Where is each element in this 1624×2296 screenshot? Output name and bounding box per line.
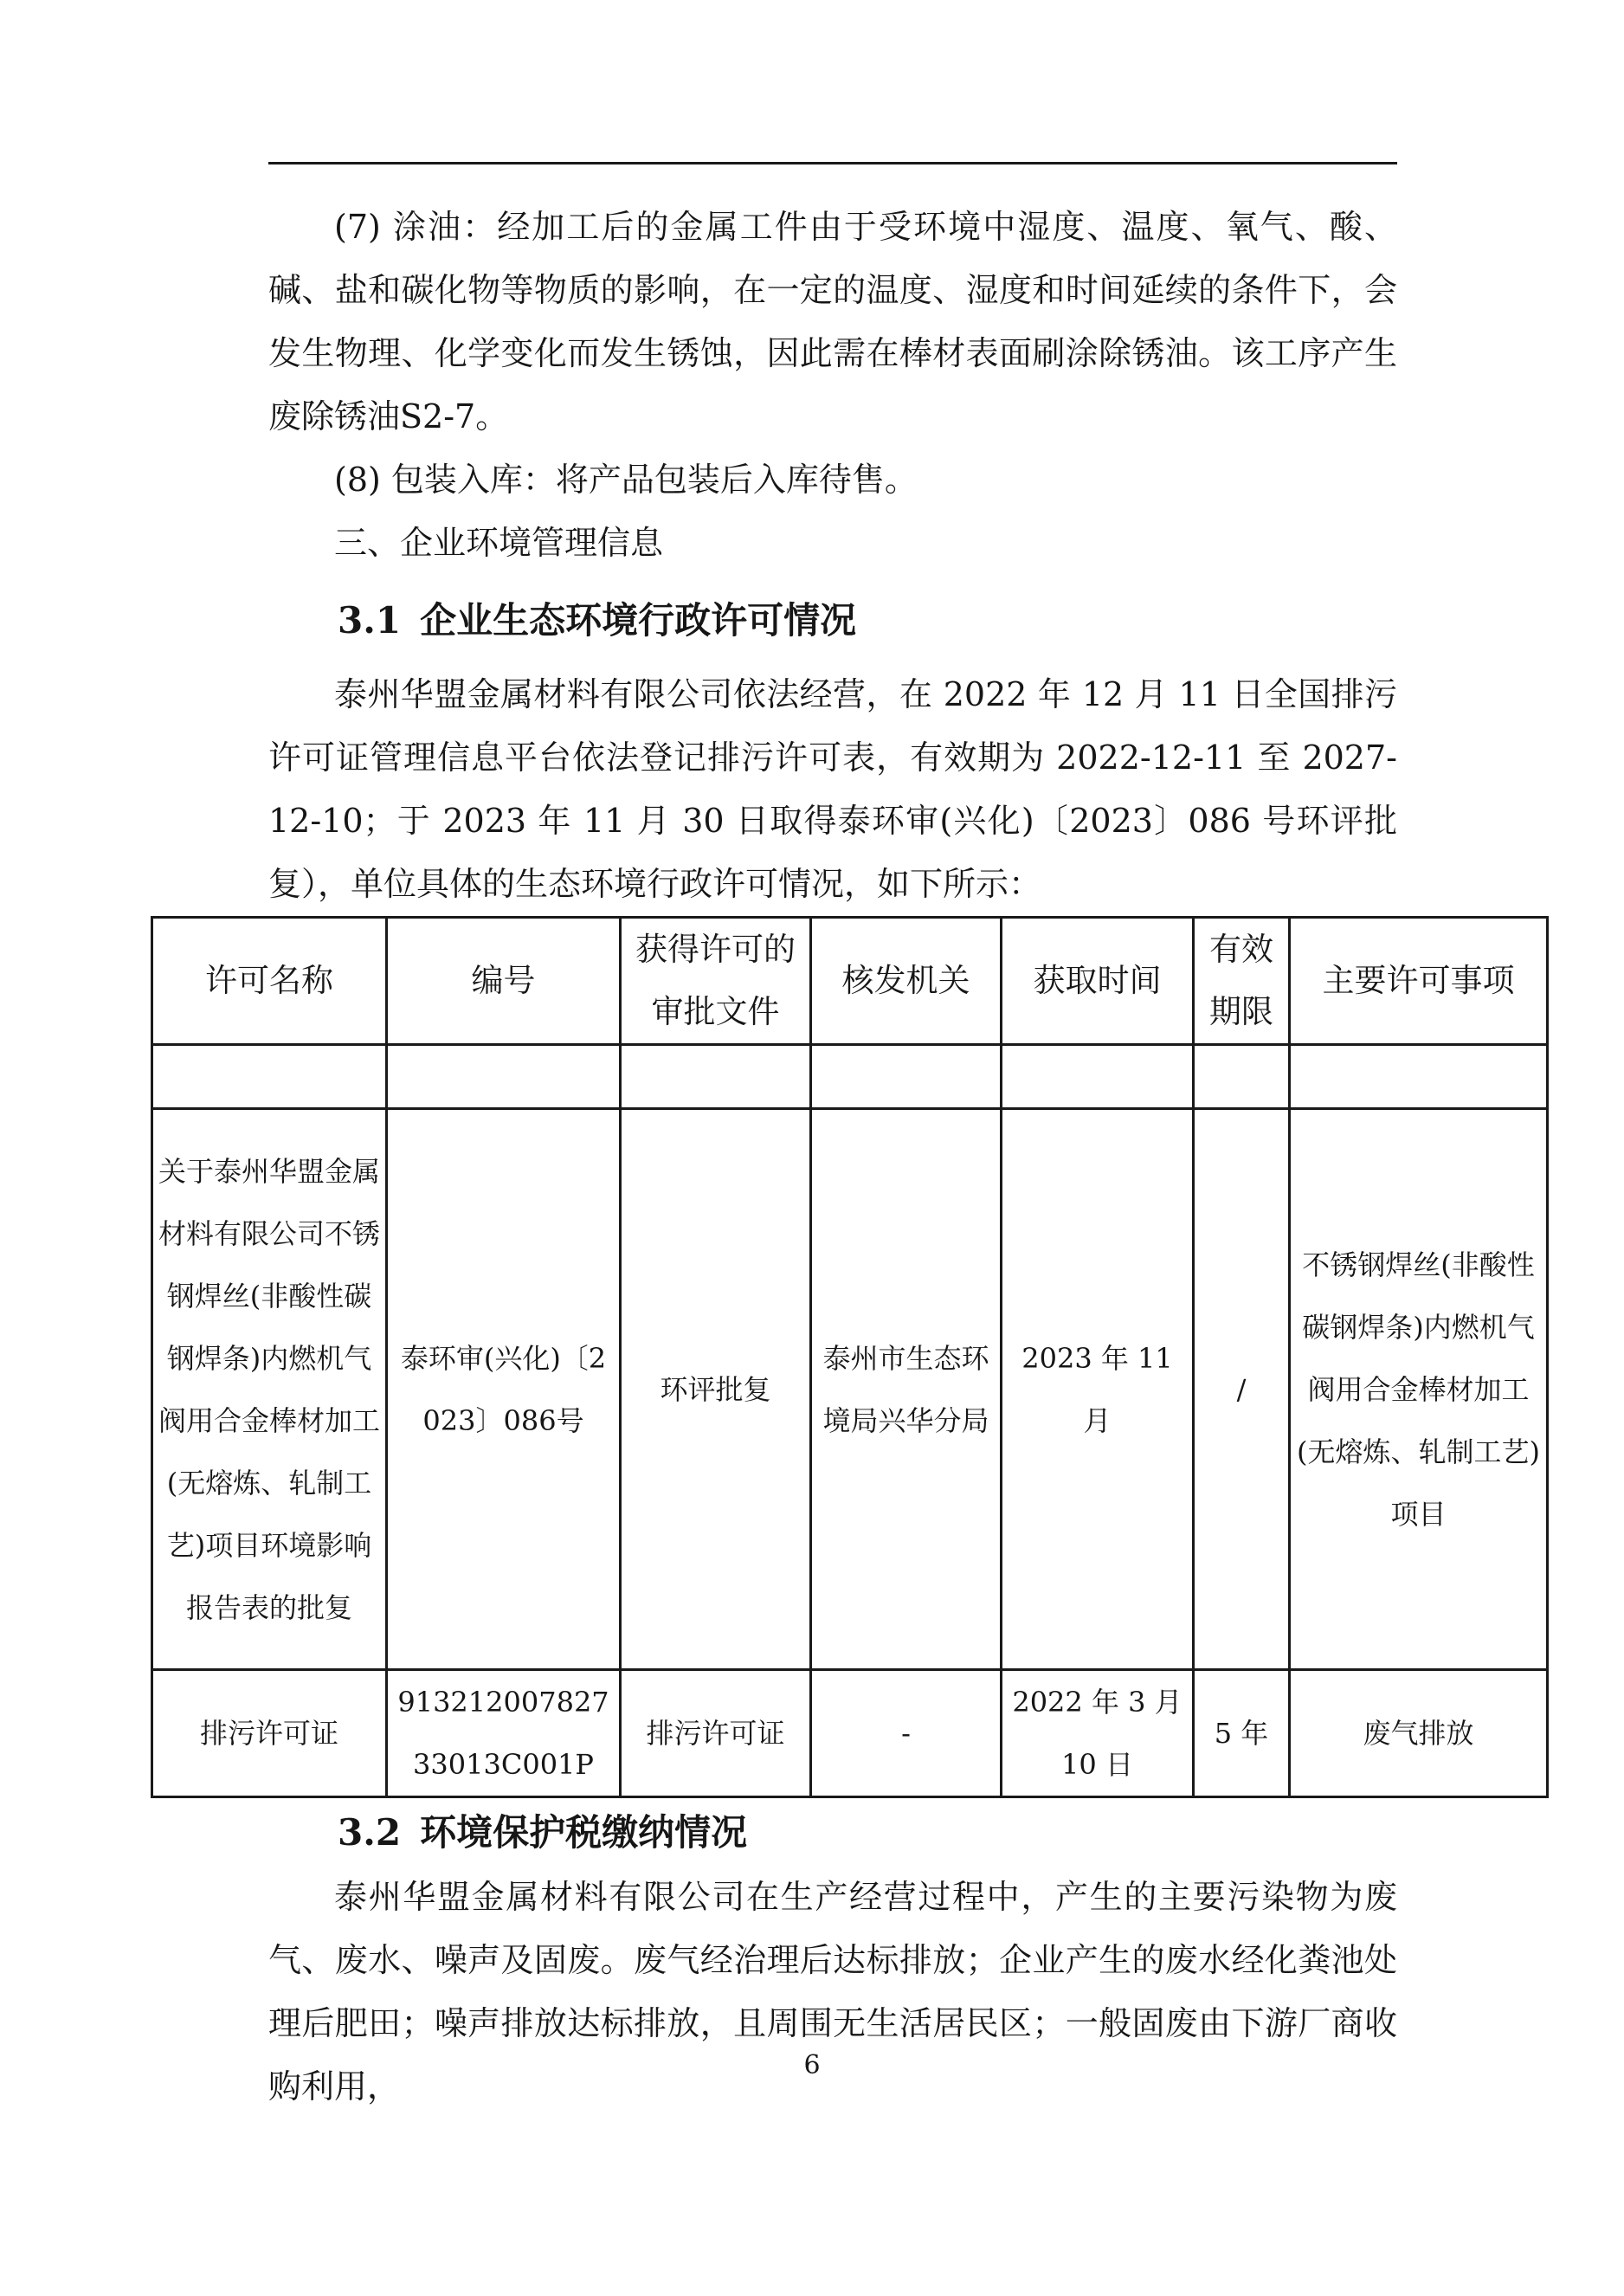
table-cell bbox=[621, 1045, 811, 1109]
header-rule bbox=[268, 162, 1397, 164]
paragraph-tax-intro: 泰州华盟金属材料有限公司在生产经营过程中，产生的主要污染物为废气、废水、噪声及固废。废气经治理后达标排放；企业产生的废水经化粪池处理后肥田；噪声排放达标排放，且周围无生活居民区；一般固废由下游厂商收购利用， bbox=[268, 1878, 1397, 2106]
table-cell: 排污许可证 bbox=[621, 1670, 811, 1797]
header-permit-name: 许可名称 bbox=[152, 918, 387, 1045]
table-cell: 泰州市生态环境局兴华分局 bbox=[811, 1109, 1002, 1670]
table-row-blank bbox=[152, 1045, 1548, 1109]
heading-3-2-number: 3.2 bbox=[338, 1811, 402, 1854]
table-cell: 2022 年 3 月 10 日 bbox=[1002, 1670, 1194, 1797]
paragraph-coating: (7) 涂油：经加工后的金属工件由于受环境中湿度、温度、氧气、酸、碱、盐和碳化物等物质的影响，在一定的温度、湿度和时间延续的条件下，会发生物理、化学变化而发生锈蚀，因此需在棒材表面刷涂除锈油。该工序产生废除锈油S2-7。 bbox=[268, 208, 1397, 435]
table-cell bbox=[1290, 1045, 1548, 1109]
heading-3-1-title: 企业生态环境行政许可情况 bbox=[420, 599, 857, 642]
paragraph-packing: (8) 包装入库：将产品包装后入库待售。 bbox=[334, 461, 918, 499]
section-three-title: 三、企业环境管理信息 bbox=[334, 524, 664, 562]
table-cell: 关于泰州华盟金属材料有限公司不锈钢焊丝(非酸性碳钢焊条)内燃机气阀用合金棒材加工(无熔炼、轧制工艺)项目环境影响报告表的批复 bbox=[152, 1109, 387, 1670]
table-cell bbox=[152, 1045, 387, 1109]
table-cell bbox=[811, 1045, 1002, 1109]
table-cell: 5 年 bbox=[1194, 1670, 1290, 1797]
table-row bbox=[152, 1670, 1548, 1797]
table-cell: 不锈钢焊丝(非酸性碳钢焊条)内燃机气阀用合金棒材加工(无熔炼、轧制工艺)项目 bbox=[1290, 1109, 1548, 1670]
table-cell: 排污许可证 bbox=[152, 1670, 387, 1797]
page-number: 6 bbox=[803, 2050, 821, 2080]
paragraph-permit-intro: 泰州华盟金属材料有限公司依法经营，在 2022 年 12 月 11 日全国排污许可证管理信息平台依法登记排污许可表，有效期为 2022-12-11 至 2027-12-10；于 2023 年 11 月 30 日取得泰环审(兴化)〔2023〕086 号环评批复），单位具体的生态环境行政许可情况，如下所示： bbox=[268, 675, 1397, 903]
table-cell: 泰环审(兴化)〔2023〕086号 bbox=[387, 1109, 621, 1670]
permit-table bbox=[151, 916, 1549, 1798]
table-cell: - bbox=[811, 1670, 1002, 1797]
table-header-row bbox=[152, 918, 1548, 1045]
table-cell: 2023 年 11 月 bbox=[1002, 1109, 1194, 1670]
table-cell bbox=[1194, 1045, 1290, 1109]
header-validity: 有效期限 bbox=[1194, 918, 1290, 1045]
header-main-items: 主要许可事项 bbox=[1290, 918, 1548, 1045]
heading-3-2 bbox=[338, 1804, 747, 1856]
table-cell bbox=[387, 1045, 621, 1109]
heading-3-1 bbox=[338, 592, 856, 644]
header-obtain-time: 获取时间 bbox=[1002, 918, 1194, 1045]
table-cell: 91321200782733013C001P bbox=[387, 1670, 621, 1797]
table-cell: 环评批复 bbox=[621, 1109, 811, 1670]
header-issuing-authority: 核发机关 bbox=[811, 918, 1002, 1045]
header-number: 编号 bbox=[387, 918, 621, 1045]
table-cell: 废气排放 bbox=[1290, 1670, 1548, 1797]
header-approval-document: 获得许可的审批文件 bbox=[621, 918, 811, 1045]
table-cell: / bbox=[1194, 1109, 1290, 1670]
heading-3-2-title: 环境保护税缴纳情况 bbox=[420, 1811, 748, 1854]
heading-3-1-number: 3.1 bbox=[338, 599, 402, 642]
table-cell bbox=[1002, 1045, 1194, 1109]
table-row bbox=[152, 1109, 1548, 1670]
